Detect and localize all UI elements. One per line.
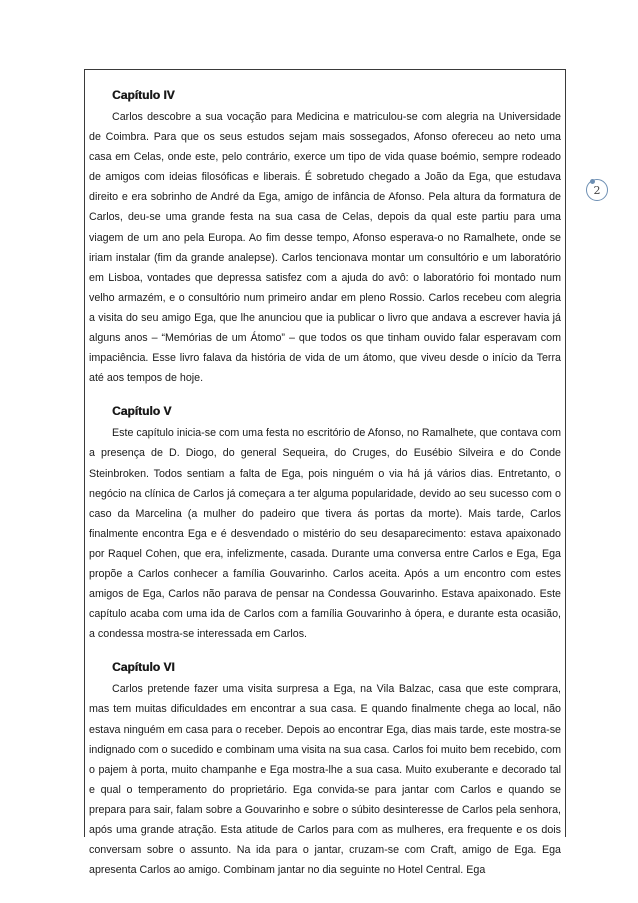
chapter-4 <box>89 88 561 388</box>
chapter-paragraph: Este capítulo inicia-se com uma festa no escritório de Afonso, no Ramalhete, que contava com a presença de D. Diogo, do general Sequeira, do Cruges, do Eusébio Silveira e do Conde Steinbroken. Todos sentiam a falta de Ega, pois ninguém o via há já vários dias. Entretanto, o negócio na clínica de Carlos já começara a ter alguma popularidade, devido ao seu sucesso com o caso da Marcelina (a mulher do padeiro que tivera ás portas da morte). Mais tarde, Carlos finalmente encontra Ega e é desvendado o mistério do seu desaparecimento: estava apaixonado por Raquel Cohen, que era, infelizmente, casada. Durante uma conversa entre Carlos e Ega, Ega propõe a Carlos conhecer a família Gouvarinho. Carlos aceita. Após a um encontro com estes amigos de Ega, Carlos não parava de pensar na Condessa Gouvarinho. Estava apaixonado. Este capítulo acaba com uma ida de Carlos com a família Gouvarinho à ópera, e durante esta ocasião, a condessa mostra-se interessada em Carlos. <box>89 427 561 641</box>
chapter-paragraph: Carlos pretende fazer uma visita surpresa a Ega, na Vila Balzac, casa que este comprara, mas tem muitas dificuldades em encontrar a sua casa. E quando finalmente chega ao local, não estava ninguém em casa para o receber. Depois ao encontrar Ega, dias mais tarde, este mostra-se indignado com o sucedido e combinam uma visita na sua casa. Carlos foi muito bem recebido, com o pajem à porta, muito champanhe e Ega mostra-lhe a sua casa. Muito exuberante e decorado tal e qual o temperamento do proprietário. Ega convida-se para jantar com Carlos e quando se prepara para sair, falam sobre a Gouvarinho e sobre o súbito desinteresse de Carlos pela senhora, após uma grande atração. Esta atitude de Carlos para com as mulheres, era frequente e os dois conversam sobre o assunto. Na ida para o jantar, cruzam-se com Craft, amigo de Ega. Ega apresenta Carlos ao amigo. Combinam jantar no dia seguinte no Hotel Central. Ega <box>89 683 561 877</box>
page-number-dot-icon <box>590 179 595 184</box>
page-frame <box>84 69 566 877</box>
chapter-paragraph: Carlos descobre a sua vocação para Medicina e matriculou-se com alegria na Universidade de Coimbra. Para que os seus estudos sejam mais sossegados, Afonso ofereceu ao neto uma casa em Celas, onde este, pelo contrário, exerce um tipo de vida quase boémio, sempre rodeado de amigos com ideias filosóficas e liberais. É sobretudo chegado a João da Ega, que estudava direito e era sobrinho de André da Ega, amigo de infância de Afonso. Pela altura da formatura de Carlos, deu-se uma grande festa na sua casa de Celas, depois da qual este partiu para uma viagem de um ano pela Europa. Ao fim desse tempo, Afonso esperava-o no Ramalhete, onde se iriam instalar (fim da grande analepse). Carlos tencionava montar um consultório e um laboratório em Lisboa, vontades que depressa satisfez com a ajuda do avô: o laboratório foi montado num velho armazém, e o consultório num primeiro andar em pleno Rossio. Carlos recebeu com alegria a visita do seu amigo Ega, que lhe anunciou que ia publicar o livro que andava a escrever havia já alguns anos – “Memórias de um Átomo” – que todos os que tinham ouvido falar esperavam com impaciência. Esse livro falava da história de vida de um átomo, que viveu desde o início da Terra até aos tempos de hoje. <box>89 111 561 385</box>
chapter-title: Capítulo V <box>112 404 172 419</box>
chapter-5 <box>89 404 561 644</box>
document-body <box>89 88 561 896</box>
chapter-title: Capítulo VI <box>112 660 175 675</box>
chapter-title: Capítulo IV <box>112 88 175 102</box>
page-number: 2 <box>593 183 601 197</box>
chapter-6 <box>89 660 561 880</box>
